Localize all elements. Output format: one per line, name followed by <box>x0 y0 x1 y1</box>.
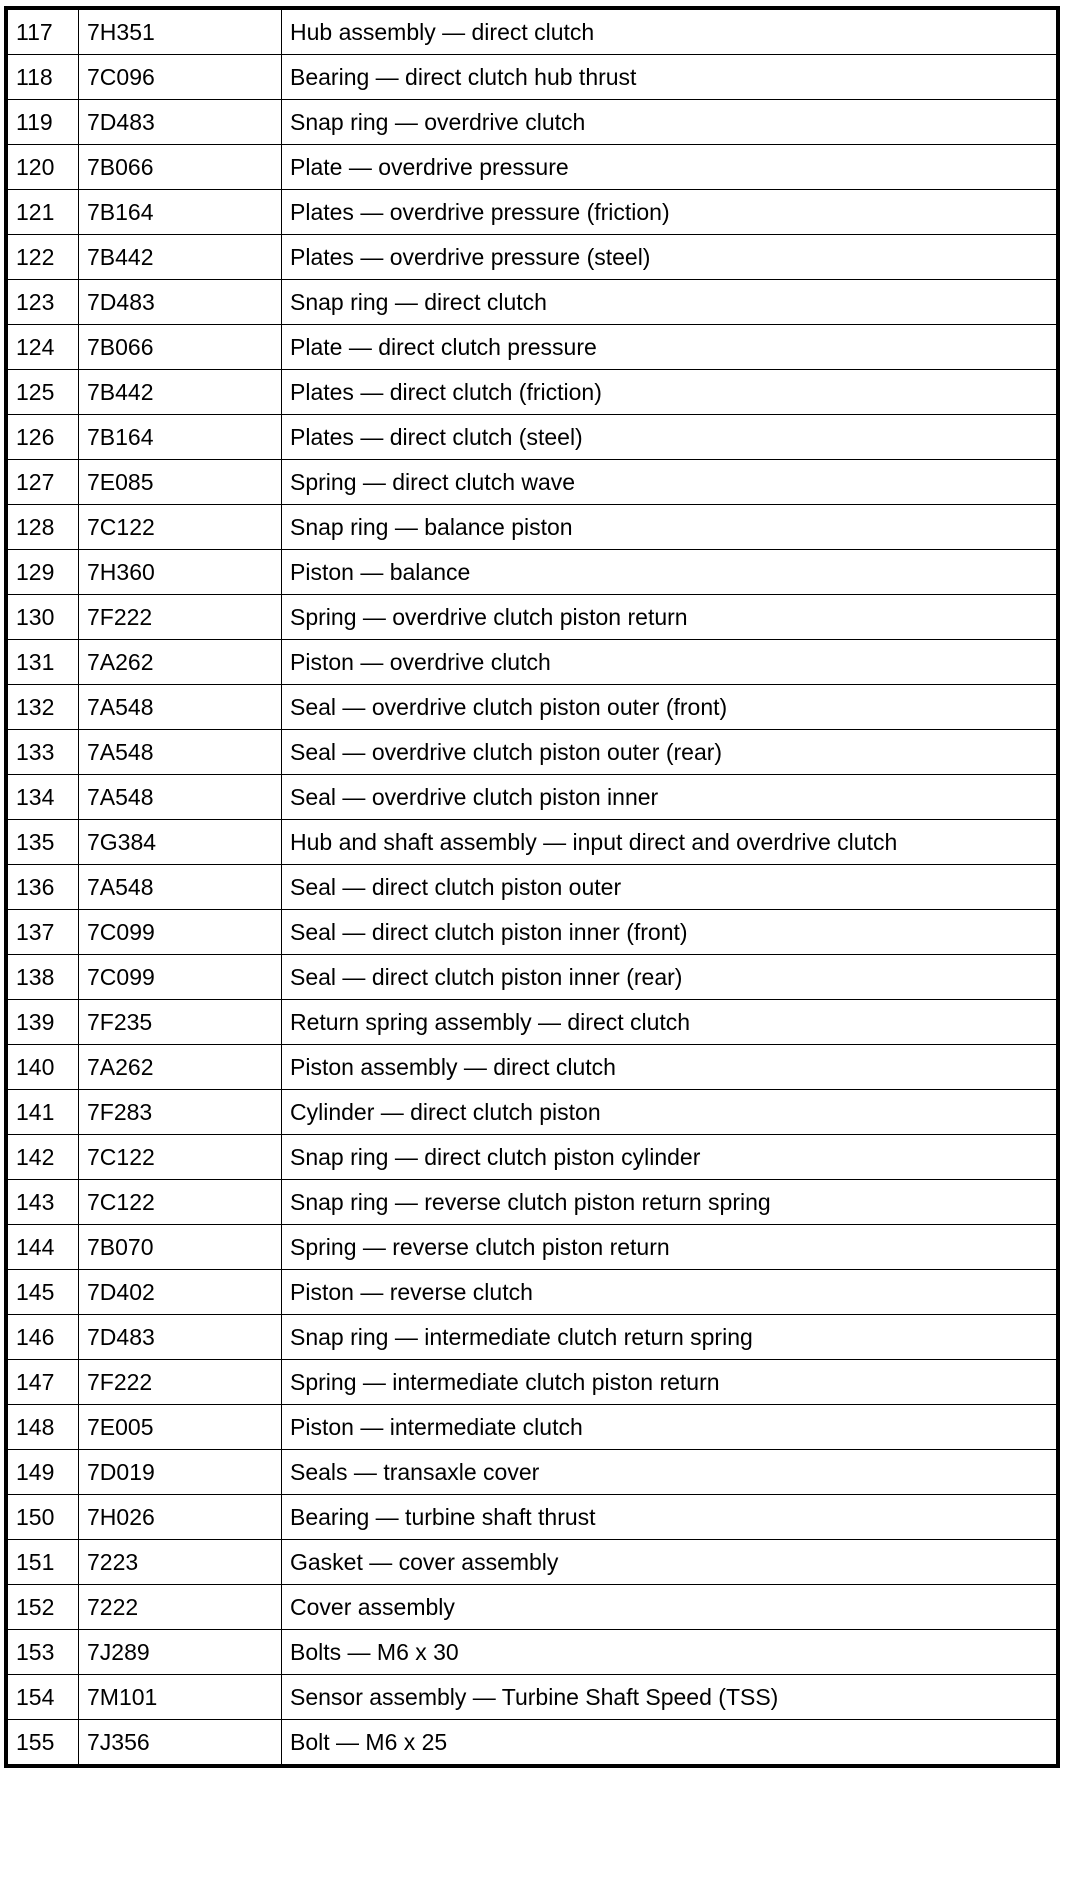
table-row <box>6 775 1058 820</box>
part-number-cell: 7J356 <box>79 1720 282 1767</box>
table-row <box>6 1720 1058 1767</box>
item-number-cell: 119 <box>6 100 79 145</box>
table-row <box>6 685 1058 730</box>
description-cell: Piston assembly — direct clutch <box>282 1045 1059 1090</box>
item-number-cell: 150 <box>6 1495 79 1540</box>
item-number-cell: 133 <box>6 730 79 775</box>
part-number-cell: 7B164 <box>79 415 282 460</box>
table-row <box>6 865 1058 910</box>
item-number-cell: 125 <box>6 370 79 415</box>
table-row <box>6 280 1058 325</box>
table-row <box>6 190 1058 235</box>
table-row <box>6 1000 1058 1045</box>
part-number-cell: 7222 <box>79 1585 282 1630</box>
table-row <box>6 1360 1058 1405</box>
table-row <box>6 1540 1058 1585</box>
part-number-cell: 7C099 <box>79 910 282 955</box>
description-cell: Plates — direct clutch (steel) <box>282 415 1059 460</box>
item-number-cell: 154 <box>6 1675 79 1720</box>
description-cell: Spring — direct clutch wave <box>282 460 1059 505</box>
part-number-cell: 7E005 <box>79 1405 282 1450</box>
part-number-cell: 7C122 <box>79 1135 282 1180</box>
description-cell: Hub and shaft assembly — input direct and overdrive clutch <box>282 820 1059 865</box>
part-number-cell: 7A548 <box>79 865 282 910</box>
part-number-cell: 7C096 <box>79 55 282 100</box>
description-cell: Seal — overdrive clutch piston outer (rear) <box>282 730 1059 775</box>
part-number-cell: 7C122 <box>79 505 282 550</box>
item-number-cell: 147 <box>6 1360 79 1405</box>
part-number-cell: 7D402 <box>79 1270 282 1315</box>
description-cell: Spring — overdrive clutch piston return <box>282 595 1059 640</box>
item-number-cell: 155 <box>6 1720 79 1767</box>
part-number-cell: 7C122 <box>79 1180 282 1225</box>
item-number-cell: 145 <box>6 1270 79 1315</box>
part-number-cell: 7C099 <box>79 955 282 1000</box>
item-number-cell: 123 <box>6 280 79 325</box>
description-cell: Snap ring — reverse clutch piston return spring <box>282 1180 1059 1225</box>
part-number-cell: 7A548 <box>79 685 282 730</box>
description-cell: Seal — overdrive clutch piston outer (front) <box>282 685 1059 730</box>
part-number-cell: 7223 <box>79 1540 282 1585</box>
part-number-cell: 7B070 <box>79 1225 282 1270</box>
description-cell: Piston — overdrive clutch <box>282 640 1059 685</box>
part-number-cell: 7J289 <box>79 1630 282 1675</box>
description-cell: Bearing — direct clutch hub thrust <box>282 55 1059 100</box>
description-cell: Piston — balance <box>282 550 1059 595</box>
description-cell: Seal — overdrive clutch piston inner <box>282 775 1059 820</box>
description-cell: Snap ring — direct clutch piston cylinder <box>282 1135 1059 1180</box>
table-row <box>6 1045 1058 1090</box>
item-number-cell: 141 <box>6 1090 79 1135</box>
table-row <box>6 595 1058 640</box>
part-number-cell: 7E085 <box>79 460 282 505</box>
item-number-cell: 137 <box>6 910 79 955</box>
description-cell: Spring — intermediate clutch piston return <box>282 1360 1059 1405</box>
description-cell: Spring — reverse clutch piston return <box>282 1225 1059 1270</box>
table-row <box>6 8 1058 55</box>
item-number-cell: 138 <box>6 955 79 1000</box>
item-number-cell: 126 <box>6 415 79 460</box>
description-cell: Plates — overdrive pressure (steel) <box>282 235 1059 280</box>
item-number-cell: 140 <box>6 1045 79 1090</box>
table-row <box>6 1675 1058 1720</box>
part-number-cell: 7D019 <box>79 1450 282 1495</box>
description-cell: Sensor assembly — Turbine Shaft Speed (TSS) <box>282 1675 1059 1720</box>
item-number-cell: 134 <box>6 775 79 820</box>
part-number-cell: 7A548 <box>79 730 282 775</box>
item-number-cell: 120 <box>6 145 79 190</box>
description-cell: Seals — transaxle cover <box>282 1450 1059 1495</box>
table-row <box>6 1450 1058 1495</box>
item-number-cell: 135 <box>6 820 79 865</box>
table-row <box>6 1405 1058 1450</box>
description-cell: Piston — intermediate clutch <box>282 1405 1059 1450</box>
table-row <box>6 415 1058 460</box>
table-row <box>6 325 1058 370</box>
item-number-cell: 131 <box>6 640 79 685</box>
table-row <box>6 1180 1058 1225</box>
description-cell: Snap ring — intermediate clutch return spring <box>282 1315 1059 1360</box>
item-number-cell: 136 <box>6 865 79 910</box>
table-row <box>6 505 1058 550</box>
table-row <box>6 460 1058 505</box>
table-row <box>6 1585 1058 1630</box>
description-cell: Plate — direct clutch pressure <box>282 325 1059 370</box>
part-number-cell: 7F222 <box>79 1360 282 1405</box>
item-number-cell: 149 <box>6 1450 79 1495</box>
item-number-cell: 117 <box>6 8 79 55</box>
table-row <box>6 1315 1058 1360</box>
item-number-cell: 132 <box>6 685 79 730</box>
description-cell: Bolt — M6 x 25 <box>282 1720 1059 1767</box>
table-row <box>6 1225 1058 1270</box>
table-row <box>6 1090 1058 1135</box>
part-number-cell: 7A548 <box>79 775 282 820</box>
parts-table-body <box>6 8 1058 1766</box>
part-number-cell: 7M101 <box>79 1675 282 1720</box>
description-cell: Plates — overdrive pressure (friction) <box>282 190 1059 235</box>
part-number-cell: 7B442 <box>79 235 282 280</box>
description-cell: Seal — direct clutch piston outer <box>282 865 1059 910</box>
part-number-cell: 7B066 <box>79 145 282 190</box>
item-number-cell: 130 <box>6 595 79 640</box>
description-cell: Snap ring — balance piston <box>282 505 1059 550</box>
item-number-cell: 148 <box>6 1405 79 1450</box>
item-number-cell: 118 <box>6 55 79 100</box>
part-number-cell: 7B164 <box>79 190 282 235</box>
part-number-cell: 7B442 <box>79 370 282 415</box>
table-row <box>6 145 1058 190</box>
table-row <box>6 370 1058 415</box>
item-number-cell: 122 <box>6 235 79 280</box>
description-cell: Cylinder — direct clutch piston <box>282 1090 1059 1135</box>
description-cell: Bolts — M6 x 30 <box>282 1630 1059 1675</box>
part-number-cell: 7H026 <box>79 1495 282 1540</box>
description-cell: Plates — direct clutch (friction) <box>282 370 1059 415</box>
description-cell: Return spring assembly — direct clutch <box>282 1000 1059 1045</box>
table-row <box>6 1495 1058 1540</box>
part-number-cell: 7D483 <box>79 1315 282 1360</box>
item-number-cell: 146 <box>6 1315 79 1360</box>
table-row <box>6 1630 1058 1675</box>
part-number-cell: 7F235 <box>79 1000 282 1045</box>
item-number-cell: 144 <box>6 1225 79 1270</box>
table-row <box>6 235 1058 280</box>
part-number-cell: 7F222 <box>79 595 282 640</box>
description-cell: Plate — overdrive pressure <box>282 145 1059 190</box>
item-number-cell: 143 <box>6 1180 79 1225</box>
part-number-cell: 7F283 <box>79 1090 282 1135</box>
part-number-cell: 7H351 <box>79 8 282 55</box>
item-number-cell: 142 <box>6 1135 79 1180</box>
parts-table <box>4 6 1060 1768</box>
item-number-cell: 124 <box>6 325 79 370</box>
part-number-cell: 7H360 <box>79 550 282 595</box>
table-row <box>6 730 1058 775</box>
item-number-cell: 151 <box>6 1540 79 1585</box>
table-row <box>6 55 1058 100</box>
description-cell: Hub assembly — direct clutch <box>282 8 1059 55</box>
table-row <box>6 1270 1058 1315</box>
table-row <box>6 1135 1058 1180</box>
item-number-cell: 153 <box>6 1630 79 1675</box>
item-number-cell: 129 <box>6 550 79 595</box>
description-cell: Bearing — turbine shaft thrust <box>282 1495 1059 1540</box>
table-row <box>6 640 1058 685</box>
item-number-cell: 139 <box>6 1000 79 1045</box>
part-number-cell: 7D483 <box>79 280 282 325</box>
table-row <box>6 100 1058 145</box>
description-cell: Snap ring — direct clutch <box>282 280 1059 325</box>
description-cell: Seal — direct clutch piston inner (rear) <box>282 955 1059 1000</box>
description-cell: Gasket — cover assembly <box>282 1540 1059 1585</box>
item-number-cell: 128 <box>6 505 79 550</box>
description-cell: Snap ring — overdrive clutch <box>282 100 1059 145</box>
table-row <box>6 550 1058 595</box>
description-cell: Cover assembly <box>282 1585 1059 1630</box>
table-row <box>6 955 1058 1000</box>
item-number-cell: 152 <box>6 1585 79 1630</box>
part-number-cell: 7D483 <box>79 100 282 145</box>
description-cell: Seal — direct clutch piston inner (front) <box>282 910 1059 955</box>
part-number-cell: 7G384 <box>79 820 282 865</box>
table-row <box>6 910 1058 955</box>
item-number-cell: 121 <box>6 190 79 235</box>
description-cell: Piston — reverse clutch <box>282 1270 1059 1315</box>
part-number-cell: 7A262 <box>79 640 282 685</box>
table-row <box>6 820 1058 865</box>
part-number-cell: 7A262 <box>79 1045 282 1090</box>
item-number-cell: 127 <box>6 460 79 505</box>
part-number-cell: 7B066 <box>79 325 282 370</box>
